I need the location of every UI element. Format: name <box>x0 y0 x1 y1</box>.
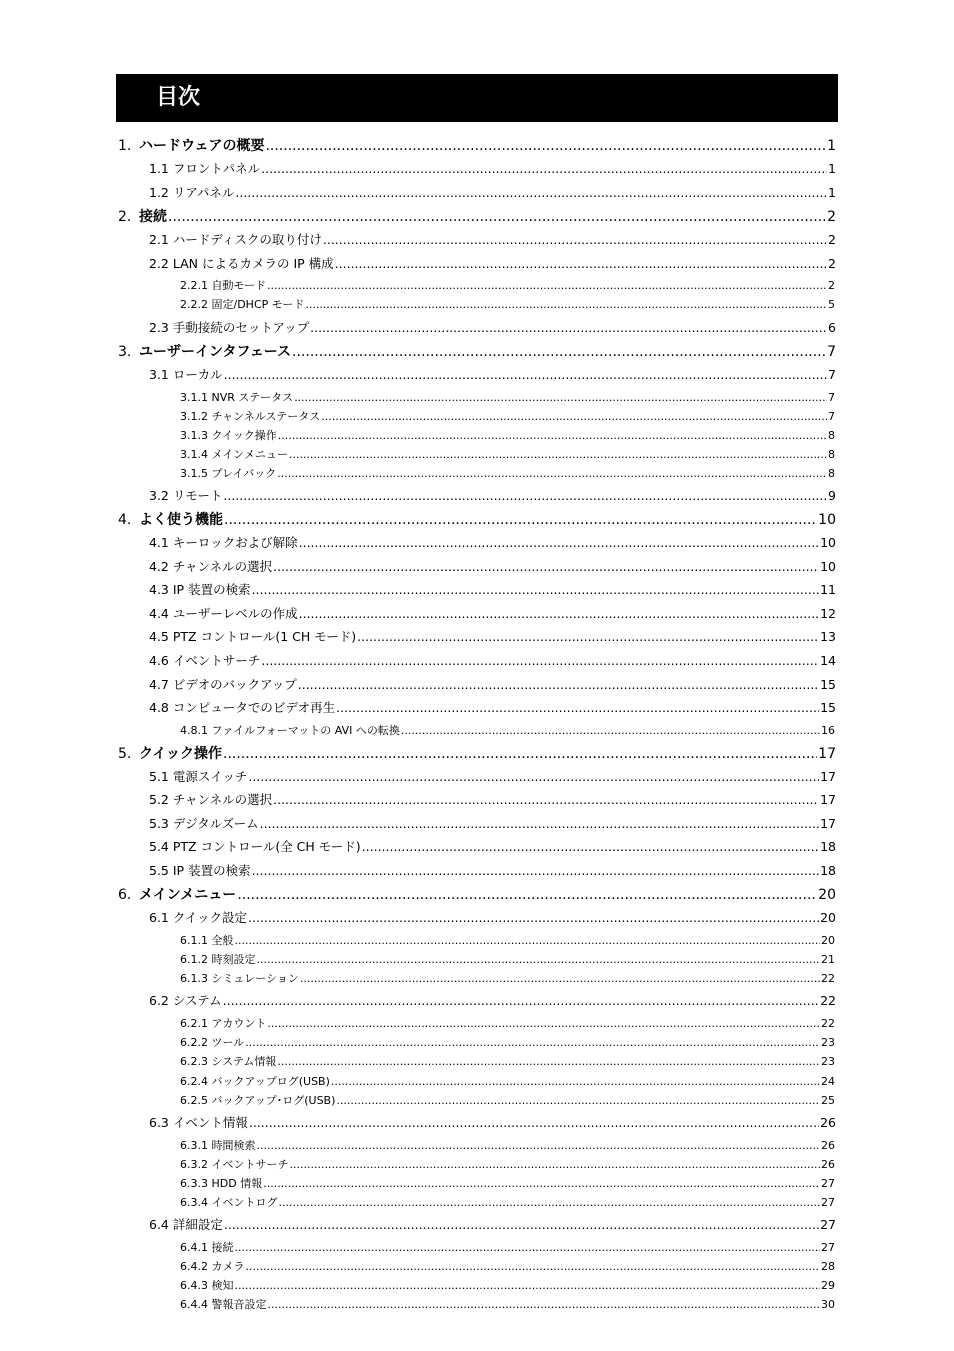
toc-entry-title: デジタルズーム <box>172 816 259 831</box>
toc-leader-dots <box>273 559 819 575</box>
toc-entry-page: 22 <box>820 993 836 1008</box>
toc-entry-title: ハードディスクの取り付け <box>172 232 322 247</box>
toc-entry[interactable] <box>149 185 836 201</box>
toc-entry-title: イベントサーチ <box>172 653 261 668</box>
toc-entry-page: 20 <box>820 910 836 925</box>
toc-entry-page: 8 <box>828 448 835 461</box>
toc-entry-title: リモート <box>172 488 223 503</box>
toc-leader-dots <box>277 1055 820 1069</box>
toc-entry-title: ファイルフォーマットの AVI への転換 <box>211 724 400 737</box>
toc-entry-number: 6.2.4 <box>180 1075 208 1088</box>
toc-entry[interactable] <box>149 161 836 177</box>
toc-entry-number: 6.1 <box>149 910 169 925</box>
toc-leader-dots <box>252 863 820 879</box>
toc-entry-page: 18 <box>820 863 836 878</box>
toc-entry[interactable] <box>180 429 835 443</box>
toc-entry-page: 23 <box>821 1036 835 1049</box>
toc-entry-title: バックアップログ(USB) <box>211 1075 330 1088</box>
toc-entry[interactable] <box>180 1196 835 1210</box>
toc-entry[interactable] <box>149 629 836 645</box>
toc-leader-dots <box>294 391 827 405</box>
toc-entry-number: 4.1 <box>149 535 169 550</box>
toc-entry[interactable] <box>149 256 836 272</box>
toc-leader-dots <box>277 467 827 481</box>
toc-entry[interactable] <box>149 606 836 622</box>
toc-leader-dots <box>223 488 827 504</box>
toc-entry-title: IP 装置の検索 <box>172 582 251 597</box>
toc-entry[interactable] <box>180 391 835 405</box>
toc-entry[interactable] <box>180 1017 835 1031</box>
toc-leader-dots <box>401 724 820 738</box>
toc-entry-number: 4.2 <box>149 559 169 574</box>
toc-entry-page: 18 <box>820 839 836 854</box>
toc-leader-dots <box>299 606 819 622</box>
toc-entry-title: イベントサーチ <box>211 1158 289 1171</box>
toc-entry-title: 警報音設定 <box>211 1298 267 1311</box>
toc-entry-number: 3.1.5 <box>180 467 208 480</box>
toc-leader-dots <box>223 745 817 763</box>
toc-leader-dots <box>310 320 827 336</box>
toc-leader-dots <box>261 161 827 177</box>
toc-entry-page: 15 <box>820 677 836 692</box>
toc-leader-dots <box>278 429 827 443</box>
toc-leader-dots <box>267 1017 820 1031</box>
toc-entry-title: カメラ <box>211 1260 245 1273</box>
toc-entry-page: 13 <box>820 629 836 644</box>
toc-entry[interactable] <box>118 511 836 529</box>
toc-entry-title: 手動接続のセットアップ <box>172 320 310 335</box>
toc-entry[interactable] <box>149 535 836 551</box>
toc-entry-page: 2 <box>827 209 836 225</box>
page-title: 目次 <box>156 85 201 110</box>
toc-entry-title: ユーザーインタフェース <box>139 344 292 360</box>
toc-entry-page: 10 <box>820 535 836 550</box>
toc-entry-number: 3.1.3 <box>180 429 208 442</box>
toc-entry-page: 1 <box>827 138 836 154</box>
toc-entry-title: システム <box>172 993 222 1008</box>
toc-entry-number: 6.2.1 <box>180 1017 208 1030</box>
toc-entry-title: イベント情報 <box>172 1115 248 1130</box>
toc-entry-number: 3. <box>118 344 132 360</box>
toc-entry-number: 6.4.3 <box>180 1279 208 1292</box>
toc-leader-dots <box>237 886 817 904</box>
toc-entry-page: 17 <box>820 816 836 831</box>
toc-leader-dots <box>290 1158 821 1172</box>
toc-entry-page: 27 <box>821 1196 835 1209</box>
toc-leader-dots <box>292 343 826 361</box>
toc-entry-page: 26 <box>821 1158 835 1171</box>
toc-leader-dots <box>235 1279 821 1293</box>
toc-entry-page: 7 <box>828 410 835 423</box>
toc-entry-page: 20 <box>821 934 835 947</box>
toc-entry-page: 27 <box>821 1241 835 1254</box>
toc-entry-page: 6 <box>828 320 836 335</box>
toc-leader-dots <box>300 972 820 986</box>
toc-leader-dots <box>362 839 819 855</box>
toc-entry-page: 27 <box>820 1217 836 1232</box>
toc-leader-dots <box>323 232 827 248</box>
toc-leader-dots <box>357 629 819 645</box>
toc-entry-page: 9 <box>828 488 836 503</box>
toc-entry[interactable] <box>149 700 836 716</box>
toc-entry-number: 6.4.2 <box>180 1260 208 1273</box>
toc-entry-page: 2 <box>828 279 835 292</box>
toc-entry-title: ユーザーレベルの作成 <box>172 606 298 621</box>
toc-entry-title: キーロックおよび解除 <box>172 535 298 550</box>
toc-entry-title: クイック設定 <box>172 910 248 925</box>
toc-entry-number: 6.2.3 <box>180 1055 208 1068</box>
toc-entry[interactable] <box>180 1177 835 1191</box>
toc-entry[interactable] <box>149 1115 836 1131</box>
toc-entry-title: 全般 <box>211 934 234 947</box>
toc-entry-title: チャンネルの選択 <box>172 559 273 574</box>
toc-entry-title: バックアップ･ログ(USB) <box>211 1094 336 1107</box>
toc-entry-page: 16 <box>821 724 835 737</box>
toc-entry[interactable] <box>180 1055 835 1069</box>
toc-entry-page: 7 <box>828 367 836 382</box>
toc-leader-dots <box>168 208 826 226</box>
toc-entry[interactable] <box>149 816 836 832</box>
toc-entry-page: 10 <box>820 559 836 574</box>
toc-leader-dots <box>273 792 819 808</box>
toc-entry-page: 12 <box>820 606 836 621</box>
toc-entry[interactable] <box>180 298 835 312</box>
toc-entry[interactable] <box>118 137 836 155</box>
toc-entry-title: 電源スイッチ <box>172 769 248 784</box>
toc-entry-number: 3.1.4 <box>180 448 208 461</box>
toc-entry-number: 6.1.2 <box>180 953 208 966</box>
toc-entry-number: 6.4 <box>149 1217 169 1232</box>
toc-entry[interactable] <box>149 863 836 879</box>
toc-entry-number: 6.2 <box>149 993 169 1008</box>
toc-entry-page: 8 <box>828 429 835 442</box>
toc-entry-page: 28 <box>821 1260 835 1273</box>
toc-entry-number: 1.1 <box>149 161 169 176</box>
toc-entry[interactable] <box>180 1279 835 1293</box>
toc-entry-page: 15 <box>820 700 836 715</box>
toc-entry[interactable] <box>180 1158 835 1172</box>
toc-leader-dots <box>248 769 819 785</box>
toc-entry-title: ローカル <box>172 367 223 382</box>
toc-leader-dots <box>257 953 821 967</box>
toc-entry-title: PTZ コントロール(全 CH モード) <box>172 839 361 854</box>
toc-entry-title: クイック操作 <box>211 429 277 442</box>
toc-entry-title: HDD 情報 <box>211 1177 263 1190</box>
toc-entry-page: 26 <box>821 1139 835 1152</box>
toc-entry-number: 6.4.1 <box>180 1241 208 1254</box>
toc-leader-dots <box>299 535 819 551</box>
toc-entry-page: 5 <box>828 298 835 311</box>
toc-entry-page: 17 <box>820 769 836 784</box>
toc-entry[interactable] <box>149 769 836 785</box>
toc-entry[interactable] <box>149 488 836 504</box>
toc-entry-page: 29 <box>821 1279 835 1292</box>
toc-leader-dots <box>335 256 827 272</box>
toc-entry-number: 4. <box>118 512 132 528</box>
toc-entry-number: 5.5 <box>149 863 169 878</box>
toc-entry-title: システム情報 <box>211 1055 277 1068</box>
toc-entry-page: 27 <box>821 1177 835 1190</box>
toc-leader-dots <box>279 1196 821 1210</box>
toc-entry[interactable] <box>118 745 836 763</box>
toc-entry-title: アカウント <box>211 1017 267 1030</box>
toc-entry-title: LAN によるカメラの IP 構成 <box>172 256 334 271</box>
toc-entry-number: 6. <box>118 887 132 903</box>
toc-entry[interactable] <box>149 367 836 383</box>
toc-entry[interactable] <box>180 467 835 481</box>
toc-leader-dots <box>268 1298 821 1312</box>
toc-entry-number: 4.6 <box>149 653 169 668</box>
toc-entry[interactable] <box>149 653 836 669</box>
toc-entry-title: 固定/DHCP モード <box>211 298 305 311</box>
toc-entry-page: 25 <box>821 1094 835 1107</box>
toc-leader-dots <box>223 993 819 1009</box>
toc-leader-dots <box>267 279 827 293</box>
toc-entry-number: 6.2.5 <box>180 1094 208 1107</box>
toc-entry-title: ビデオのバックアップ <box>172 677 297 692</box>
toc-entry-number: 1. <box>118 138 132 154</box>
toc-entry[interactable] <box>118 343 836 361</box>
toc-leader-dots <box>336 700 819 716</box>
toc-entry-number: 5. <box>118 746 132 762</box>
toc-entry[interactable] <box>180 1241 835 1255</box>
toc-entry-number: 4.8 <box>149 700 169 715</box>
toc-entry-page: 2 <box>828 232 836 247</box>
toc-entry-page: 14 <box>820 653 836 668</box>
toc-leader-dots <box>289 448 827 462</box>
toc-entry-title: フロントパネル <box>172 161 261 176</box>
toc-leader-dots <box>235 1241 821 1255</box>
toc-leader-dots <box>263 1177 820 1191</box>
toc-entry-number: 2. <box>118 209 132 225</box>
toc-leader-dots <box>248 910 819 926</box>
toc-entry-title: 接続 <box>139 209 167 225</box>
toc-entry[interactable] <box>180 1298 835 1312</box>
toc-leader-dots <box>305 298 827 312</box>
toc-entry-number: 6.3.3 <box>180 1177 208 1190</box>
toc-leader-dots <box>245 1036 820 1050</box>
toc-entry-page: 1 <box>828 161 836 176</box>
toc-leader-dots <box>336 1094 820 1108</box>
toc-entry-title: よく使う機能 <box>139 512 223 528</box>
toc-entry-page: 30 <box>821 1298 835 1311</box>
toc-entry-page: 21 <box>821 953 835 966</box>
toc-entry-page: 20 <box>818 887 836 903</box>
toc-entry-title: ハードウェアの概要 <box>139 138 265 154</box>
toc-entry[interactable] <box>149 582 836 598</box>
toc-leader-dots <box>235 934 821 948</box>
toc-entry-page: 7 <box>828 391 835 404</box>
toc-entry-title: ツール <box>211 1036 245 1049</box>
toc-entry-title: シミュレーション <box>211 972 299 985</box>
toc-leader-dots <box>224 511 817 529</box>
toc-entry-title: 接続 <box>211 1241 234 1254</box>
toc-entry[interactable] <box>180 279 835 293</box>
toc-entry-number: 4.3 <box>149 582 169 597</box>
toc-leader-dots <box>260 816 819 832</box>
toc-entry-title: メインメニュー <box>139 887 237 903</box>
toc-entry-number: 2.2 <box>149 256 169 271</box>
toc-entry-page: 26 <box>820 1115 836 1130</box>
toc-entry-title: プレイバック <box>211 467 277 480</box>
toc-entry[interactable] <box>118 886 836 904</box>
toc-entry-title: PTZ コントロール(1 CH モード) <box>172 629 357 644</box>
toc-leader-dots <box>257 1139 821 1153</box>
toc-entry-number: 6.3.2 <box>180 1158 208 1171</box>
toc-entry-number: 6.4.4 <box>180 1298 208 1311</box>
toc-entry-page: 7 <box>827 344 836 360</box>
toc-entry-number: 6.3.1 <box>180 1139 208 1152</box>
toc-entry-page: 2 <box>828 256 836 271</box>
toc-entry-number: 5.4 <box>149 839 169 854</box>
toc-entry[interactable] <box>180 724 835 738</box>
toc-entry-title: 時間検索 <box>211 1139 256 1152</box>
toc-leader-dots <box>249 1115 819 1131</box>
toc-entry-number: 6.2.2 <box>180 1036 208 1049</box>
toc-entry-title: クイック操作 <box>139 746 223 762</box>
toc-entry-number: 3.2 <box>149 488 169 503</box>
toc-entry[interactable] <box>180 1075 835 1089</box>
toc-entry-title: イベントログ <box>211 1196 278 1209</box>
toc-entry[interactable] <box>149 792 836 808</box>
toc-entry-page: 22 <box>821 1017 835 1030</box>
toc-entry-title: 自動モード <box>211 279 267 292</box>
toc-entry-title: 時刻設定 <box>211 953 256 966</box>
toc-entry-number: 2.3 <box>149 320 169 335</box>
toc-entry[interactable] <box>149 839 836 855</box>
toc-entry-number: 1.2 <box>149 185 169 200</box>
toc-leader-dots <box>321 410 827 424</box>
toc-leader-dots <box>298 677 819 693</box>
toc-entry-title: 詳細設定 <box>172 1217 223 1232</box>
toc-entry-number: 6.1.3 <box>180 972 208 985</box>
toc-entry[interactable] <box>180 1036 835 1050</box>
toc-entry-number: 6.3.4 <box>180 1196 208 1209</box>
toc-entry-title: リアパネル <box>172 185 235 200</box>
toc-entry-number: 2.2.1 <box>180 279 208 292</box>
toc-entry-page: 22 <box>821 972 835 985</box>
toc-entry-title: NVR ステータス <box>211 391 294 404</box>
toc-entry-title: 検知 <box>211 1279 234 1292</box>
toc-entry-title: コンピュータでのビデオ再生 <box>172 700 336 715</box>
toc-entry-page: 17 <box>820 792 836 807</box>
toc-entry-number: 6.1.1 <box>180 934 208 947</box>
toc-leader-dots <box>252 582 820 598</box>
toc-entry-page: 11 <box>820 582 836 597</box>
toc-entry[interactable] <box>180 410 835 424</box>
toc-entry-number: 4.8.1 <box>180 724 208 737</box>
toc-entry[interactable] <box>180 1139 835 1153</box>
toc-entry-number: 5.3 <box>149 816 169 831</box>
toc-entry-page: 23 <box>821 1055 835 1068</box>
toc-entry-number: 5.1 <box>149 769 169 784</box>
toc-entry[interactable] <box>149 910 836 926</box>
toc-entry-title: メインメニュー <box>211 448 288 461</box>
toc-entry-page: 10 <box>818 512 836 528</box>
toc-leader-dots <box>224 367 827 383</box>
toc-leader-dots <box>246 1260 821 1274</box>
toc-entry-page: 1 <box>828 185 836 200</box>
toc-entry-page: 24 <box>821 1075 835 1088</box>
toc-entry-title: チャンネルステータス <box>211 410 321 423</box>
toc-entry[interactable] <box>149 993 836 1009</box>
toc-entry-page: 17 <box>818 746 836 762</box>
toc-entry[interactable] <box>180 953 835 967</box>
toc-entry-number: 5.2 <box>149 792 169 807</box>
toc-entry[interactable] <box>180 972 835 986</box>
toc-entry[interactable] <box>149 559 836 575</box>
toc-leader-dots <box>265 137 826 155</box>
toc-entry-number: 4.4 <box>149 606 169 621</box>
toc-entry-title: IP 装置の検索 <box>172 863 251 878</box>
toc-entry-number: 4.5 <box>149 629 169 644</box>
toc-entry-number: 3.1 <box>149 367 169 382</box>
toc-entry[interactable] <box>149 232 836 248</box>
toc-entry-number: 6.3 <box>149 1115 169 1130</box>
toc-leader-dots <box>235 185 827 201</box>
toc-entry[interactable] <box>149 320 836 336</box>
toc-entry-number: 2.2.2 <box>180 298 208 311</box>
toc-leader-dots <box>261 653 819 669</box>
toc-leader-dots <box>331 1075 820 1089</box>
toc-leader-dots <box>224 1217 819 1233</box>
toc-entry-number: 3.1.1 <box>180 391 208 404</box>
toc-entry-title: チャンネルの選択 <box>172 792 273 807</box>
toc-entry[interactable] <box>180 934 835 948</box>
toc-entry[interactable] <box>149 677 836 693</box>
toc-entry-page: 8 <box>828 467 835 480</box>
toc-entry-number: 3.1.2 <box>180 410 208 423</box>
toc-entry-number: 4.7 <box>149 677 169 692</box>
toc-entry[interactable] <box>149 1217 836 1233</box>
toc-entry[interactable] <box>180 448 835 462</box>
toc-entry-number: 2.1 <box>149 232 169 247</box>
toc-entry[interactable] <box>180 1260 835 1274</box>
toc-entry[interactable] <box>180 1094 835 1108</box>
toc-entry[interactable] <box>118 208 836 226</box>
